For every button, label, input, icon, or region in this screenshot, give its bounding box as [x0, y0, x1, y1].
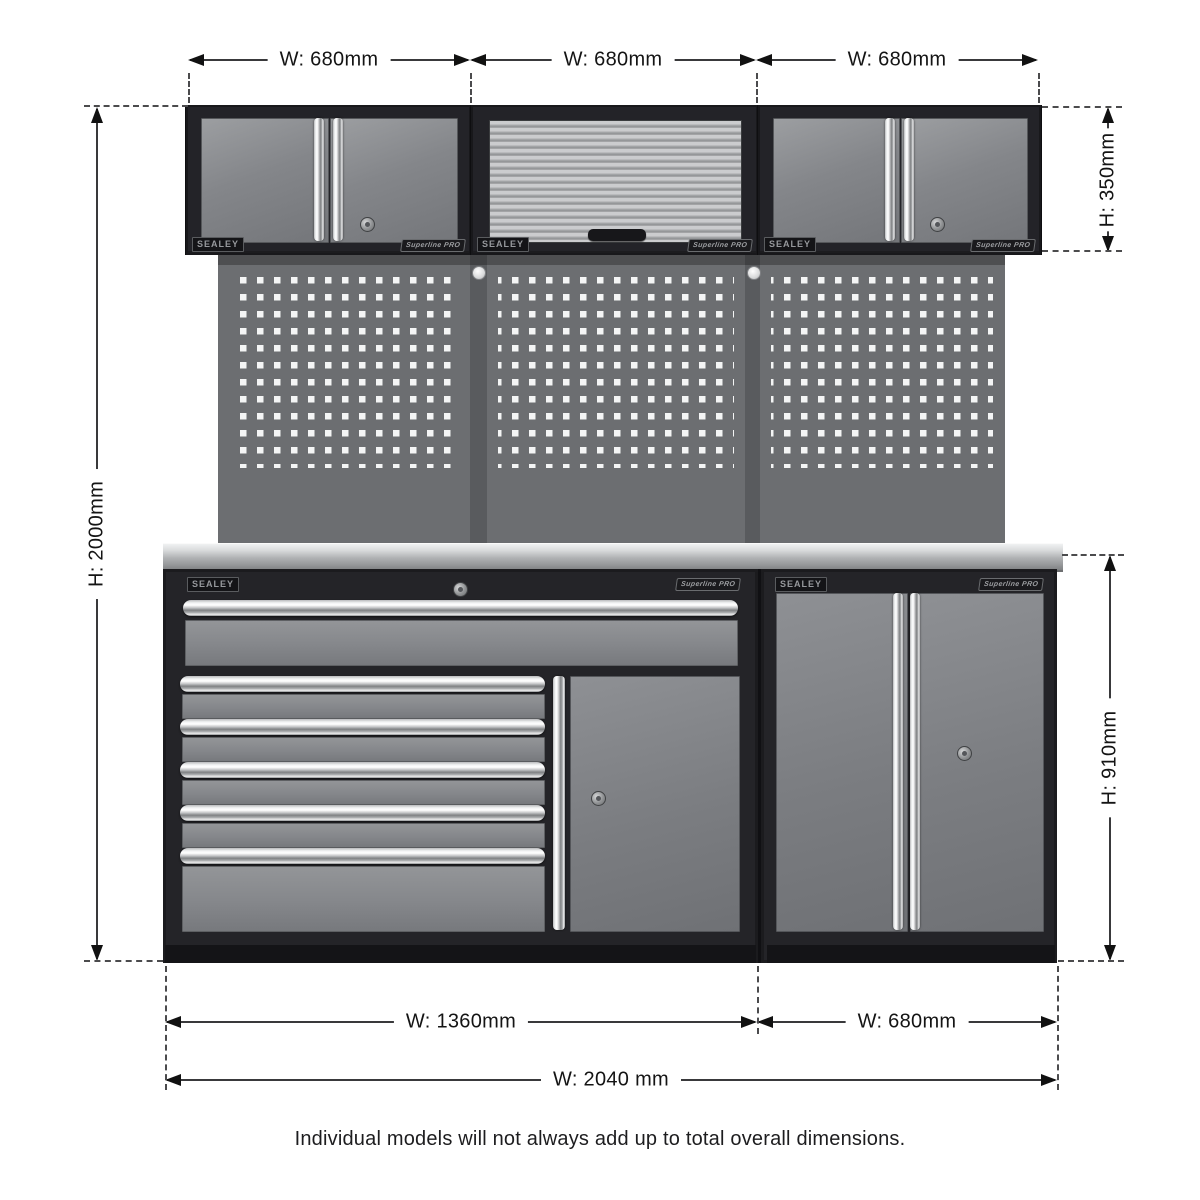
lock-icon — [360, 217, 375, 232]
dimension-label: W: 680mm — [268, 49, 391, 72]
arrow-right-icon — [740, 54, 756, 66]
arrow-left-icon — [165, 1074, 181, 1086]
dim-overall-height — [85, 107, 108, 961]
superline-badge: Superline PRO — [400, 239, 466, 252]
door-handle — [885, 118, 895, 241]
extension-line — [470, 73, 472, 103]
arrow-up-icon — [1104, 555, 1116, 571]
door-handle — [314, 118, 324, 241]
drawer — [185, 620, 738, 666]
dim-base-unit-height — [1098, 555, 1121, 961]
plinth — [165, 945, 756, 963]
dim-overall-width — [165, 1067, 1057, 1093]
fixing-screw — [472, 266, 486, 280]
cabinet-door — [776, 593, 908, 932]
arrow-left-icon — [756, 54, 772, 66]
cabinet-door — [773, 118, 900, 243]
arrow-up-icon — [1102, 107, 1114, 123]
fixing-screw — [747, 266, 761, 280]
superline-badge: Superline PRO — [970, 239, 1036, 252]
extension-line — [1062, 554, 1124, 556]
cabinet-door — [910, 593, 1044, 932]
cabinet-door — [330, 118, 458, 243]
extension-line — [757, 966, 759, 1034]
drawer-handle — [180, 719, 545, 735]
arrow-down-icon — [91, 945, 103, 961]
sealey-badge: SEALEY — [192, 237, 244, 252]
extension-line — [1038, 73, 1040, 103]
arrow-left-icon — [165, 1016, 181, 1028]
lock-icon — [930, 217, 945, 232]
shutter-handle — [588, 229, 646, 241]
dimension-label: W: 2040 mm — [541, 1069, 681, 1092]
lock-icon — [453, 582, 468, 597]
plinth — [767, 945, 1055, 963]
arrow-down-icon — [1104, 945, 1116, 961]
dimension-label: W: 680mm — [552, 49, 675, 72]
extension-line — [756, 73, 758, 103]
drawer-handle — [180, 848, 545, 864]
worktop — [163, 543, 1063, 572]
dimension-label: H: 2000mm — [86, 469, 109, 599]
dimension-label: H: 910mm — [1099, 699, 1122, 818]
roller-shutter — [489, 120, 742, 243]
superline-badge: Superline PRO — [687, 239, 753, 252]
dim-wall-unit-height — [1096, 107, 1119, 252]
wall-cabinet-left — [185, 105, 472, 255]
dim-base-width-1 — [165, 1009, 757, 1035]
extension-line — [1042, 106, 1122, 108]
lock-icon — [957, 746, 972, 761]
dim-base-width-2 — [757, 1009, 1057, 1035]
dim-top-width-1 — [188, 47, 470, 73]
extension-line — [1042, 250, 1122, 252]
dimension-label: W: 680mm — [836, 49, 959, 72]
arrow-left-icon — [757, 1016, 773, 1028]
wall-cabinet-right — [757, 105, 1042, 255]
drawer-handle — [183, 600, 738, 616]
extension-line — [1057, 966, 1059, 1090]
lock-icon — [591, 791, 606, 806]
arrow-right-icon — [454, 54, 470, 66]
base-cabinet-right — [761, 569, 1057, 963]
dim-top-width-3 — [756, 47, 1038, 73]
dimension-label: W: 1360mm — [394, 1011, 528, 1034]
door-handle — [904, 118, 914, 241]
drawer — [182, 823, 545, 848]
door-handle — [893, 593, 903, 930]
wall-cabinet-roller-shutter — [470, 105, 759, 255]
sealey-badge: SEALEY — [764, 237, 816, 252]
door-handle — [553, 676, 565, 930]
arrow-left-icon — [188, 54, 204, 66]
superline-badge: Superline PRO — [978, 578, 1044, 591]
arrow-right-icon — [741, 1016, 757, 1028]
base-drawer-unit — [163, 569, 758, 963]
arrow-up-icon — [91, 107, 103, 123]
sealey-badge: SEALEY — [775, 577, 827, 592]
dimension-label: H: 350mm — [1097, 128, 1120, 231]
drawer-handle — [180, 805, 545, 821]
door-handle — [910, 593, 920, 930]
drawer-handle — [180, 676, 545, 692]
extension-line — [84, 105, 188, 107]
drawer — [182, 866, 545, 932]
drawer — [182, 694, 545, 719]
arrow-right-icon — [1022, 54, 1038, 66]
dimension-label: W: 680mm — [846, 1011, 969, 1034]
dimension-note: Individual models will not always add up to total overall dimensions. — [294, 1128, 906, 1150]
door-handle — [333, 118, 343, 241]
arrow-left-icon — [470, 54, 486, 66]
superline-badge: Superline PRO — [675, 578, 741, 591]
arrow-right-icon — [1041, 1074, 1057, 1086]
cabinet-door — [201, 118, 329, 243]
extension-line — [165, 966, 167, 1090]
drawer — [182, 780, 545, 805]
extension-line — [188, 73, 190, 103]
drawer — [182, 737, 545, 762]
pegboard-back-panels — [218, 255, 1005, 545]
arrow-right-icon — [1041, 1016, 1057, 1028]
extension-line — [84, 960, 163, 962]
cabinet-door — [901, 118, 1028, 243]
sealey-badge: SEALEY — [477, 237, 529, 252]
dim-top-width-2 — [470, 47, 756, 73]
extension-line — [1058, 960, 1124, 962]
drawer-handle — [180, 762, 545, 778]
sealey-badge: SEALEY — [187, 577, 239, 592]
